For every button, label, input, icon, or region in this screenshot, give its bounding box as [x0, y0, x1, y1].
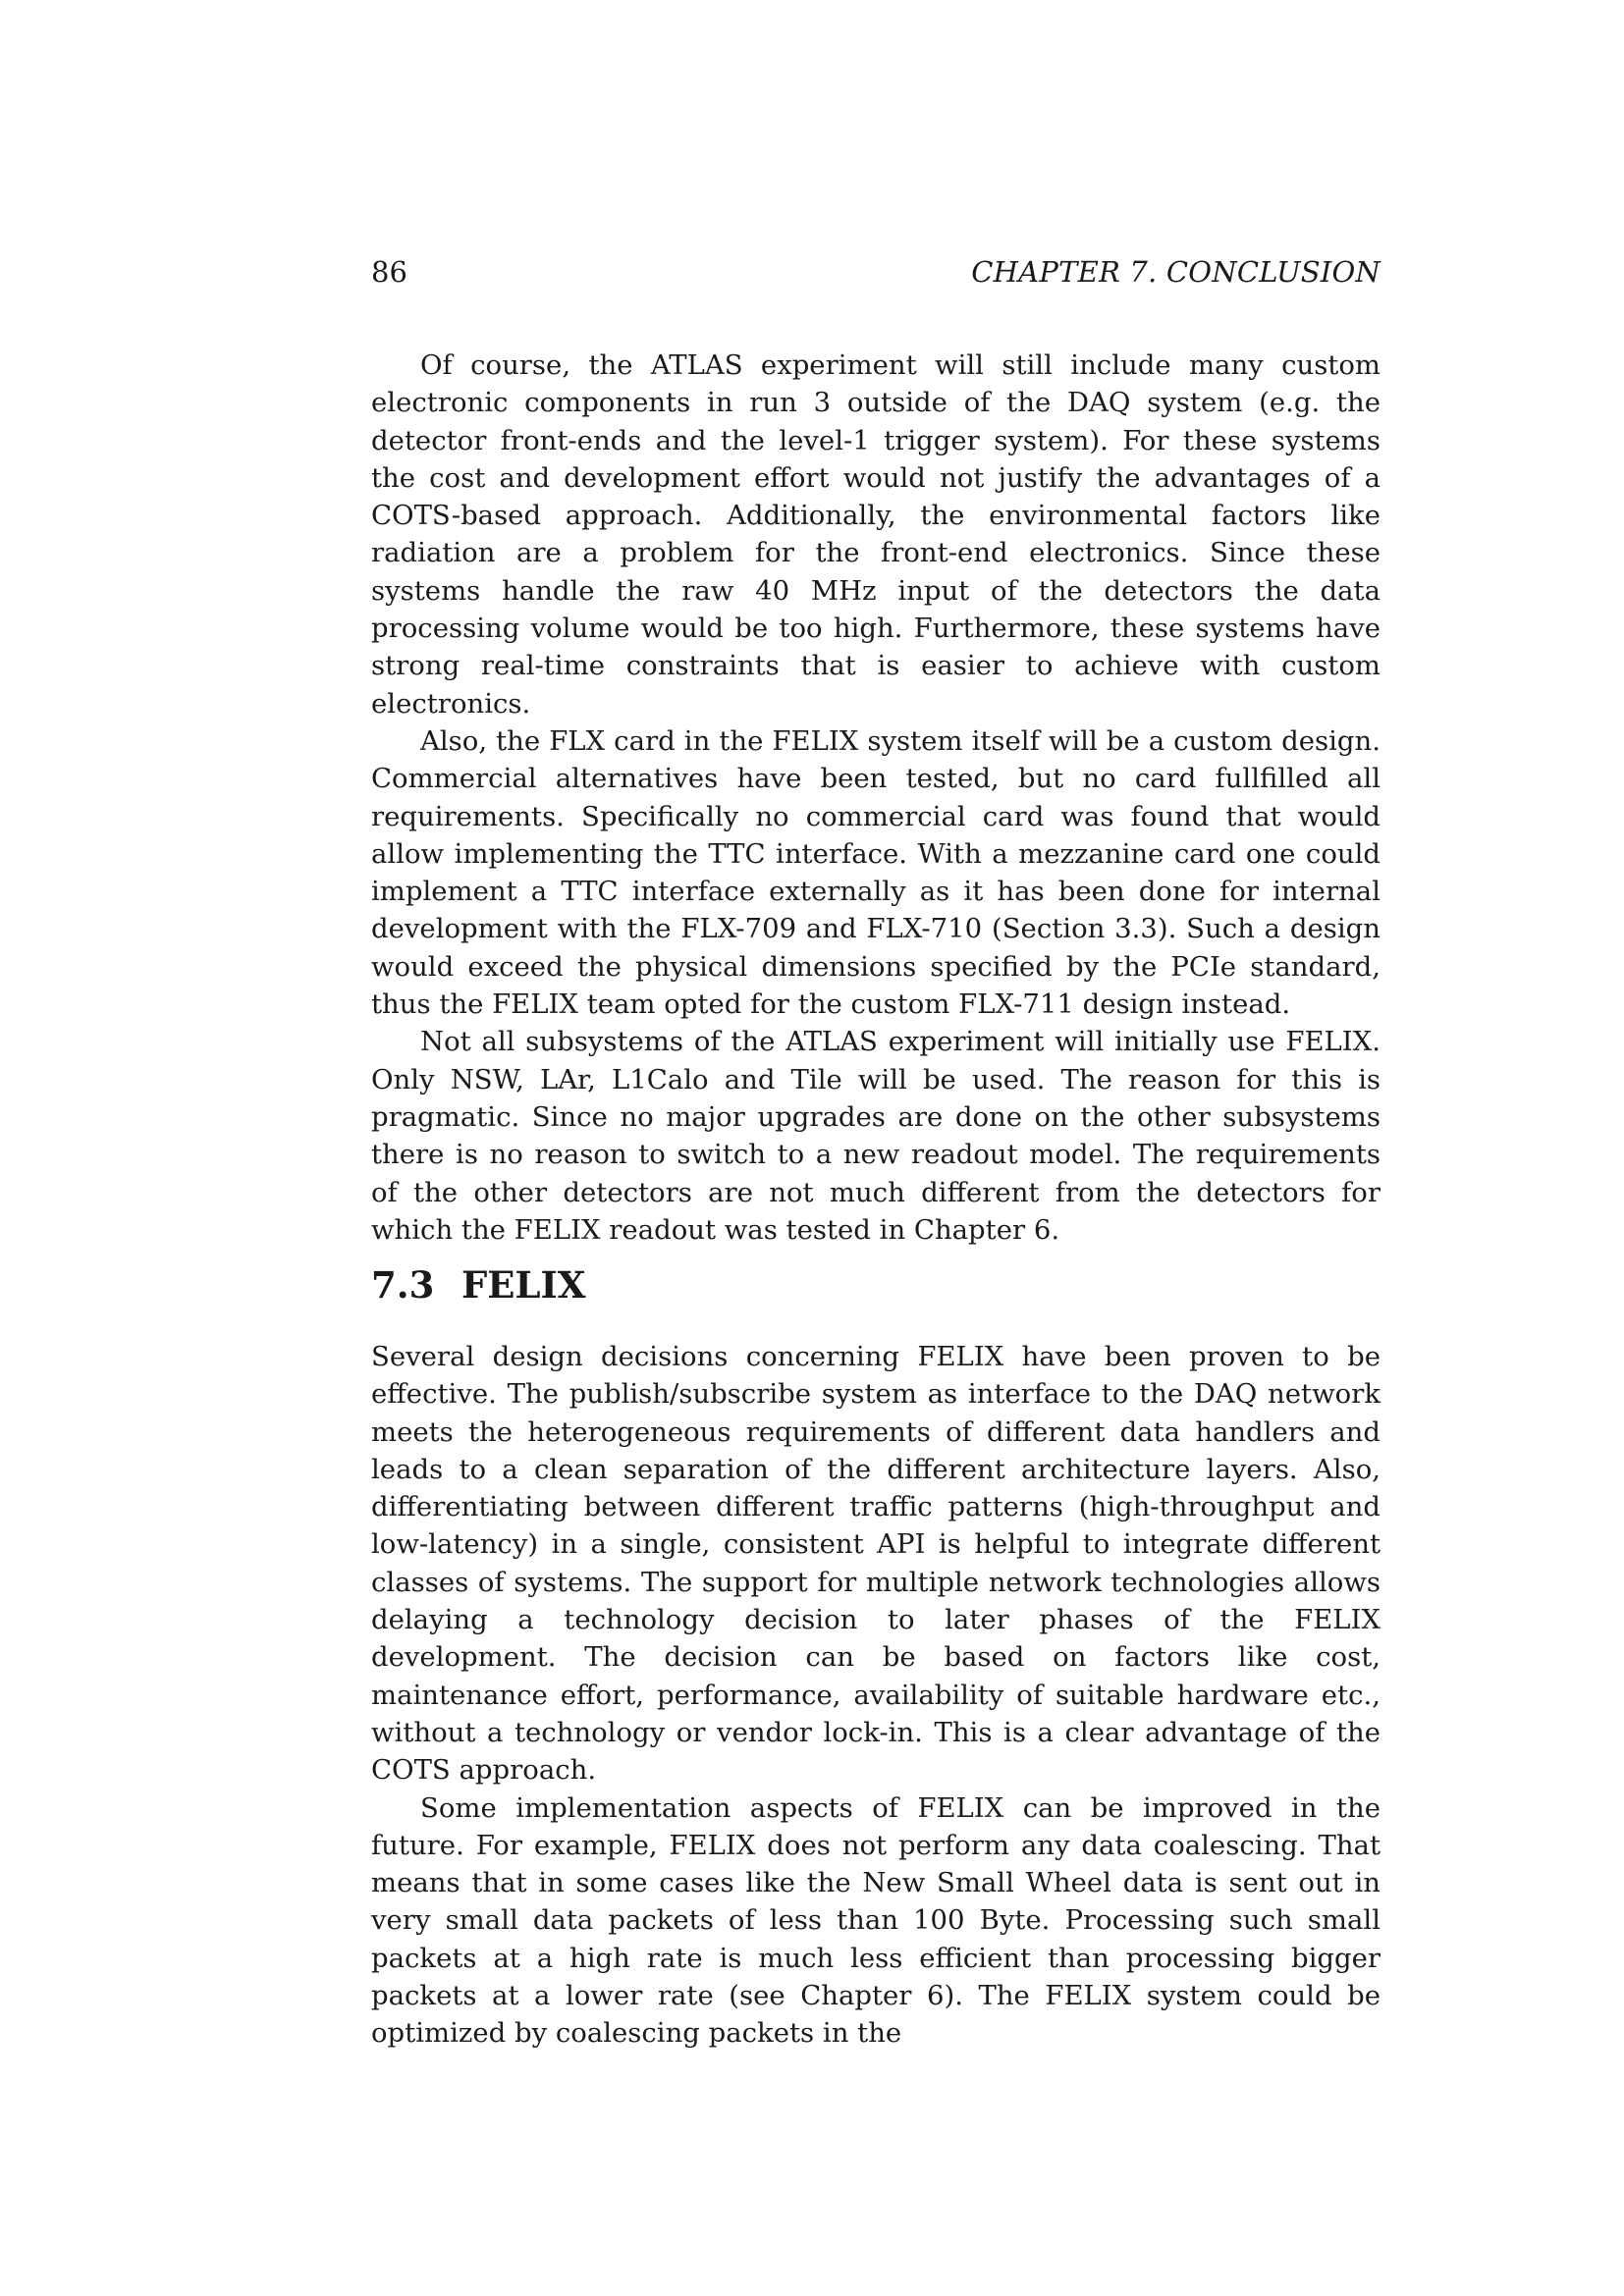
- body-text-felix-section: [371, 1338, 1380, 2053]
- section-number: 7.3: [371, 1263, 435, 1307]
- paragraph-subsystems: Not all subsystems of the ATLAS experiment will initially use FELIX. Only NSW, LAr, L1Calo and Tile will be used. The reason for this is pragmatic. Since no major upgrades are done on the other subsystems there is no reason to switch to a new readout model. The requirements of the other detectors are not much different from the detectors for which the FELIX readout was tested in Chapter 6.: [371, 1026, 1380, 1246]
- paragraph-custom-electronics: Of course, the ATLAS experiment will still include many custom electronic components in run 3 outside of the DAQ system (e.g. the detector front-ends and the level-1 trigger system). For these systems the cost and development effort would not justify the advantages of a COTS-based approach. Additionally, the environmental factors like radiation are a problem for the front-end electronics. Since these systems handle the raw 40 MHz input of the detectors the data processing volume would be too high. Furthermore, these systems have strong real-time constraints that is easier to achieve with custom electronics.: [371, 349, 1380, 720]
- section-title: FELIX: [461, 1263, 586, 1307]
- section-heading: [371, 1261, 1380, 1308]
- body-text-before-section: [371, 347, 1380, 1249]
- page-header: [371, 252, 1380, 292]
- page-number: 86: [371, 255, 407, 289]
- paragraph-design-decisions: Several design decisions concerning FELIX have been proven to be effective. The publish/subscribe system as interface to the DAQ network meets the heterogeneous requirements of different data handlers and leads to a clean separation of the different architecture layers. Also, differentiating between different traffic patterns (high-throughput and low-latency) in a single, consistent API is helpful to integrate different classes of systems. The support for multiple network technologies allows delaying a technology decision to later phases of the FELIX development. The decision can be based on factors like cost, maintenance effort, performance, availability of suitable hardware etc., without a technology or vendor lock-in. This is a clear advantage of the COTS approach.: [371, 1341, 1380, 1787]
- paragraph-implementation-aspects: Some implementation aspects of FELIX can be improved in the future. For example, FELIX does not perform any data coalescing. That means that in some cases like the New Small Wheel data is sent out in very small data packets of less than 100 Byte. Processing such small packets at a high rate is much less efficient than processing bigger packets at a lower rate (see Chapter 6). The FELIX system could be optimized by coalescing packets in the: [371, 1791, 1380, 2050]
- running-head: CHAPTER 7. CONCLUSION: [971, 255, 1380, 289]
- paragraph-flx-card: Also, the FLX card in the FELIX system itself will be a custom design. Commercial alternatives have been tested, but no card fullfilled all requirements. Specifically no commercial card was found that would allow implementing the TTC interface. With a mezzanine card one could implement a TTC interface externally as it has been done for internal development with the FLX-709 and FLX-710 (Section 3.3). Such a design would exceed the physical dimensions specified by the PCIe standard, thus the FELIX team opted for the custom FLX-711 design instead.: [371, 724, 1380, 1021]
